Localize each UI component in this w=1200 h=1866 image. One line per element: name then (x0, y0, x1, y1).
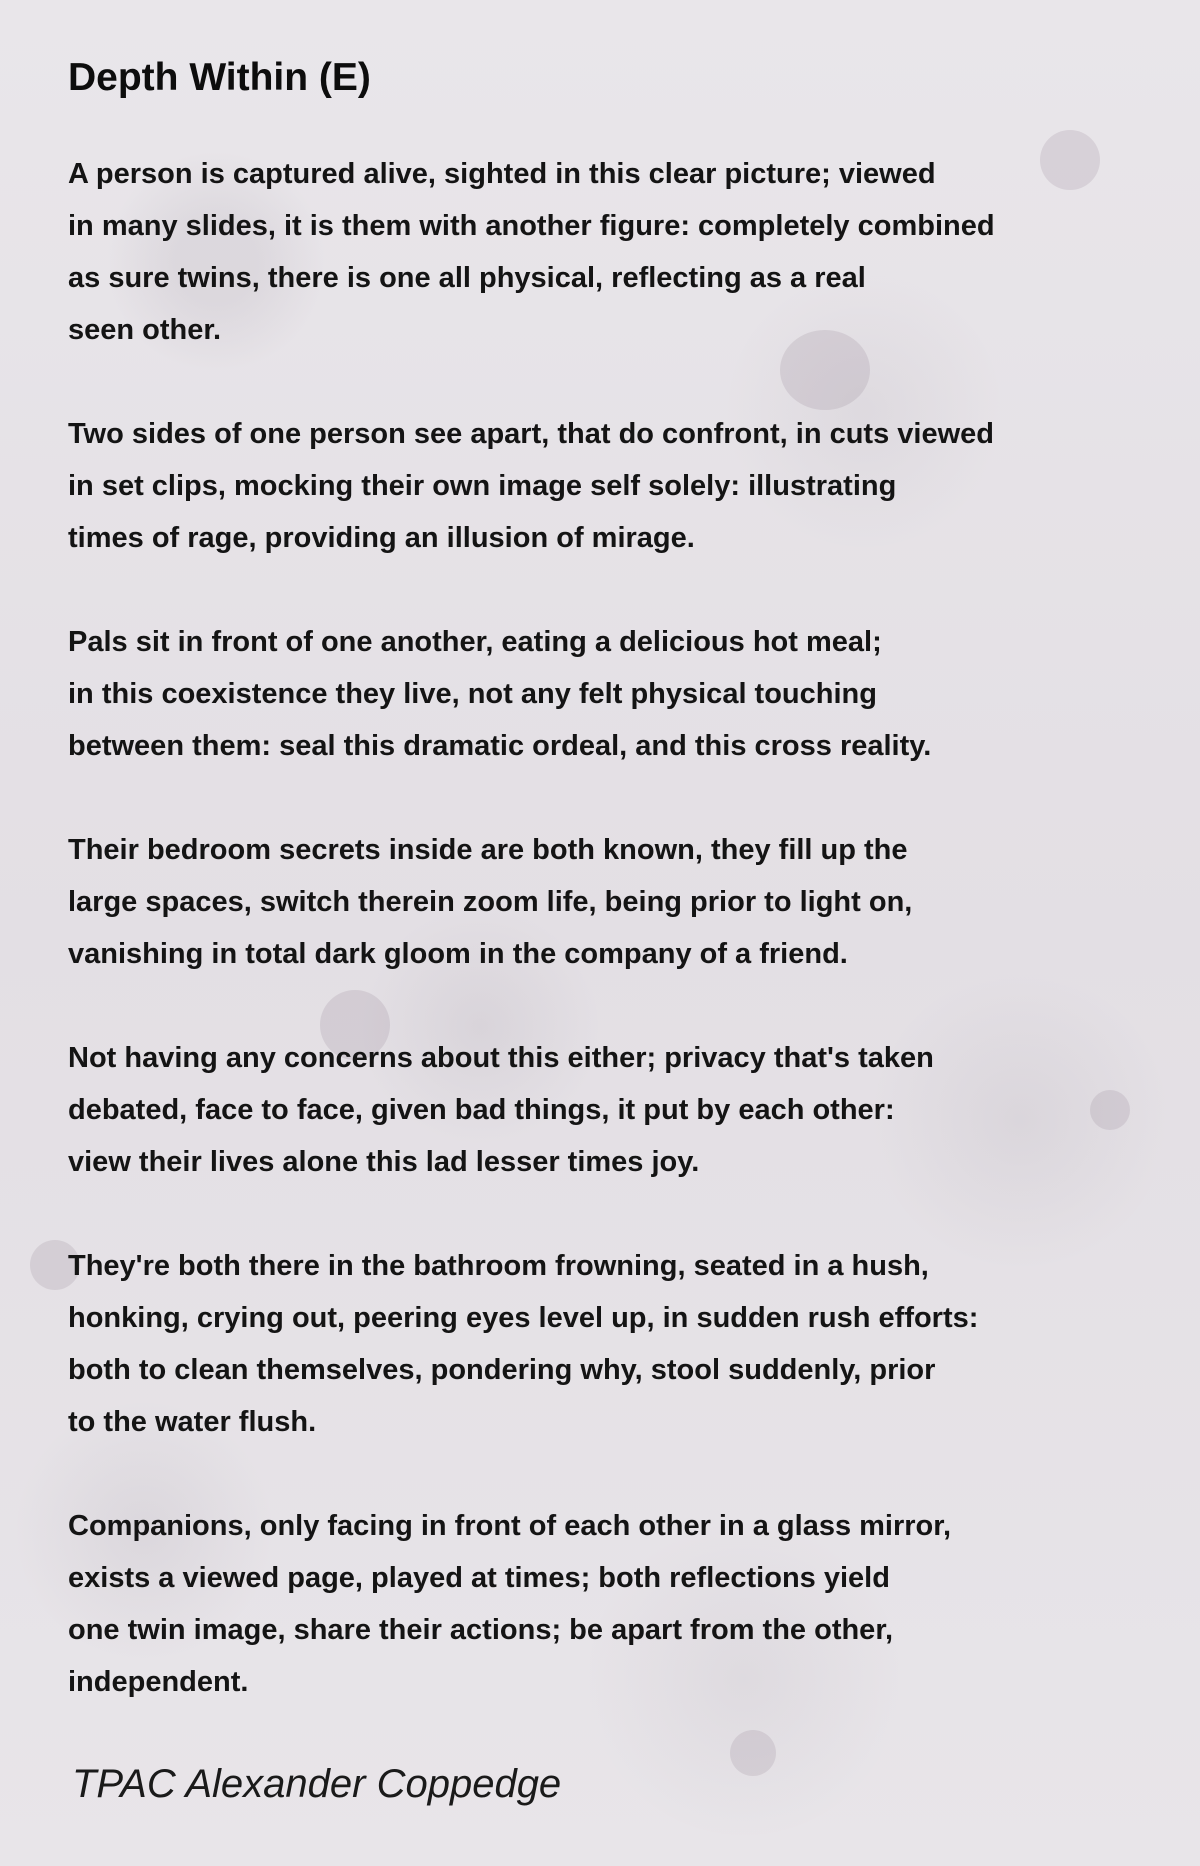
poem-line: seen other. (68, 314, 222, 346)
poem-line: in many slides, it is them with another figure: completely combined (68, 210, 995, 242)
poem-line: vanishing in total dark gloom in the company of a friend. (68, 938, 848, 970)
poem-line: times of rage, providing an illusion of mirage. (68, 522, 695, 554)
poem-line: in set clips, mocking their own image self solely: illustrating (68, 470, 897, 502)
poem-line: in this coexistence they live, not any felt physical touching (68, 678, 877, 710)
stanza-6 (68, 1240, 1148, 1448)
poem-line: to the water flush. (68, 1406, 317, 1438)
poem-line: view their lives alone this lad lesser times joy. (68, 1146, 700, 1178)
poem-line: honking, crying out, peering eyes level up, in sudden rush efforts: (68, 1302, 979, 1334)
poem-line: Two sides of one person see apart, that do confront, in cuts viewed (68, 418, 994, 450)
poem-line: exists a viewed page, played at times; both reflections yield (68, 1562, 890, 1594)
poem-line: as sure twins, there is one all physical, reflecting as a real (68, 262, 866, 294)
poem-line: both to clean themselves, pondering why, stool suddenly, prior (68, 1354, 936, 1386)
stanza-4 (68, 824, 1148, 980)
stanza-2 (68, 408, 1148, 564)
stanza-3 (68, 616, 1148, 772)
poem-author: TPAC Alexander Coppedge (72, 1762, 562, 1806)
stanza-7 (68, 1500, 1148, 1708)
poem-line: They're both there in the bathroom frowning, seated in a hush, (68, 1250, 929, 1282)
poem-line: Their bedroom secrets inside are both known, they fill up the (68, 834, 908, 866)
stanza-1 (68, 148, 1148, 356)
poem-line: independent. (68, 1666, 249, 1698)
poem-container (68, 48, 1148, 1760)
poem-line: Pals sit in front of one another, eating a delicious hot meal; (68, 626, 882, 658)
poem-line: between them: seal this dramatic ordeal, and this cross reality. (68, 730, 932, 762)
poem-line: large spaces, switch therein zoom life, being prior to light on, (68, 886, 913, 918)
poem-line: Not having any concerns about this either; privacy that's taken (68, 1042, 934, 1074)
poem-line: A person is captured alive, sighted in this clear picture; viewed (68, 158, 936, 190)
poem-title: Depth Within (E) (68, 56, 371, 99)
poem-line: debated, face to face, given bad things, it put by each other: (68, 1094, 895, 1126)
stanza-5 (68, 1032, 1148, 1188)
poem-line: one twin image, share their actions; be apart from the other, (68, 1614, 894, 1646)
poem-line: Companions, only facing in front of each other in a glass mirror, (68, 1510, 952, 1542)
